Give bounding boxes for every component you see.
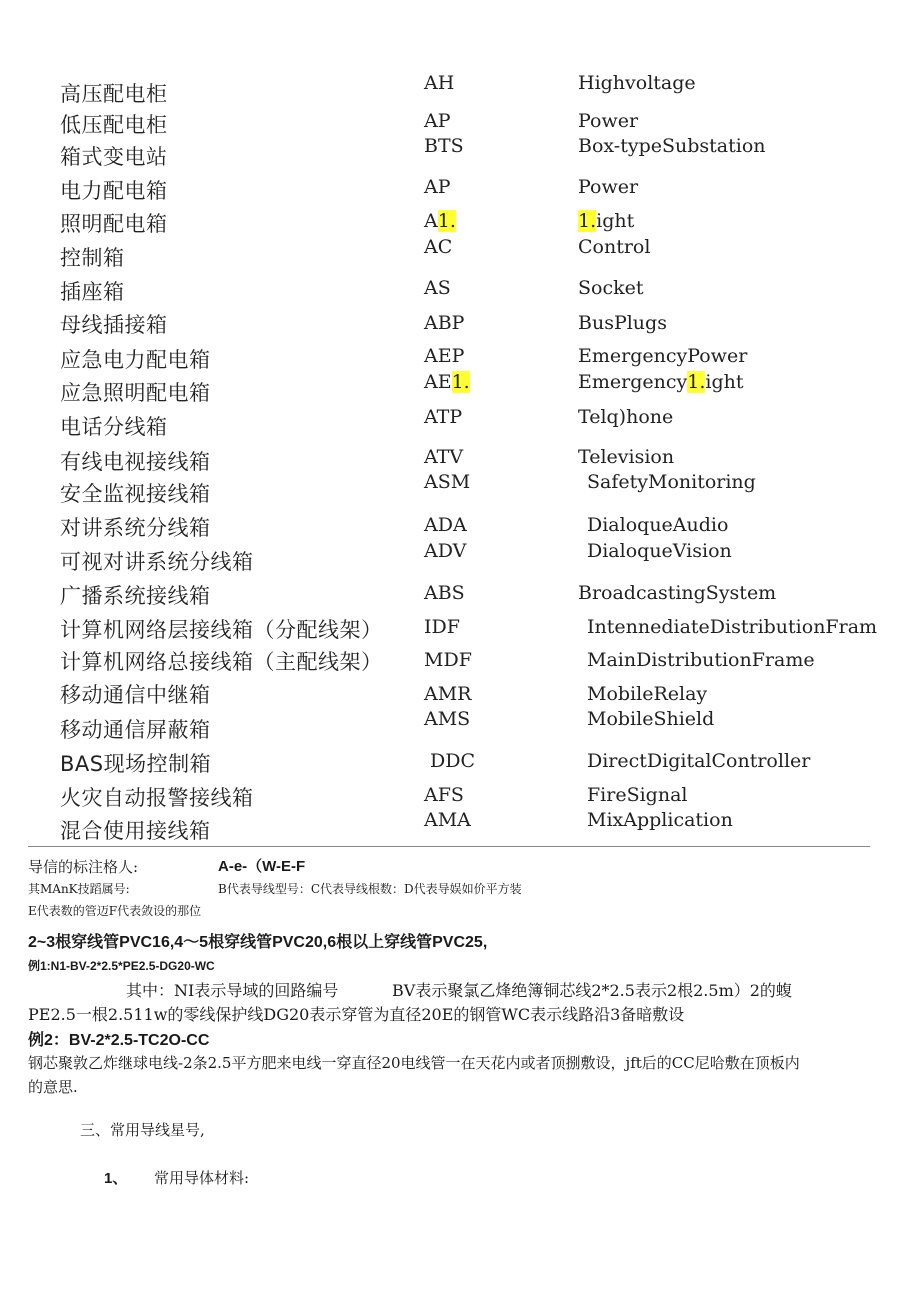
row-en: BroadcastingSystem bbox=[578, 582, 777, 604]
table-row bbox=[0, 678, 920, 712]
row-code: AFS bbox=[424, 784, 464, 806]
row-code: ASM bbox=[424, 471, 471, 493]
row-cn: 有线电视接线箱 bbox=[60, 450, 211, 474]
row-en: 1.ight bbox=[578, 210, 635, 232]
highlight-mark: 1. bbox=[687, 371, 706, 393]
table-row bbox=[0, 708, 920, 747]
table-row bbox=[0, 206, 920, 240]
example-2: 例2：BV-2*2.5-TC2O-CC bbox=[28, 1032, 210, 1049]
row-code: ATV bbox=[424, 446, 464, 468]
row-cn: 移动通信中继箱 bbox=[60, 683, 211, 707]
row-cn: BAS现场控制箱 bbox=[60, 752, 212, 776]
row-en: MobileShield bbox=[587, 708, 715, 730]
note-line: 2~3根穿线管PVC16,4～5根穿线管PVC20,6根以上穿线管PVC25, bbox=[28, 934, 488, 951]
row-code: ABP bbox=[424, 312, 465, 334]
table-row bbox=[0, 579, 920, 613]
row-code: AP bbox=[424, 110, 451, 132]
row-cn: 应急照明配电箱 bbox=[60, 381, 211, 405]
row-cn: 计算机网络总接线箱（主配线架） bbox=[60, 650, 383, 674]
example-1: 例1:N1-BV-2*2.5*PE2.5-DG20-WC bbox=[28, 959, 215, 973]
row-cn: 广播系统接线箱 bbox=[60, 584, 211, 608]
row-en: Box-typeSubstation bbox=[578, 135, 766, 157]
list-item: 常用导体材料: bbox=[154, 1169, 250, 1187]
row-en: DialoqueAudio bbox=[587, 514, 729, 536]
row-en: DirectDigitalController bbox=[587, 750, 811, 772]
row-code: ADV bbox=[424, 540, 467, 562]
row-en: Telq)hone bbox=[578, 406, 674, 428]
table-row bbox=[0, 645, 920, 679]
row-cn: 可视对讲系统分线箱 bbox=[60, 550, 254, 574]
format-value: A-e-（W-E-F bbox=[218, 858, 306, 875]
table-row bbox=[0, 471, 920, 511]
row-cn: 低压配电柜 bbox=[60, 113, 168, 137]
row-cn: 箱式变电站 bbox=[60, 145, 168, 169]
row-code: AC bbox=[424, 236, 453, 258]
row-en: BusPlugs bbox=[578, 312, 667, 334]
row-cn: 母线插接箱 bbox=[60, 313, 168, 337]
row-cn: 电话分线箱 bbox=[60, 415, 168, 439]
highlight-mark: 1. bbox=[578, 210, 597, 232]
note-line: B代表导线型号：C代表导线根数：D代表导娱如价平方装 bbox=[218, 882, 522, 896]
section-heading: 三、常用导线星号, bbox=[80, 1121, 205, 1139]
note-line: PE2.5一根2.511w的零线保护线DG20表示穿管为直径20E的钢管WC表示线路沿3备暗敷设 bbox=[28, 1005, 685, 1024]
row-cn: 电力配电箱 bbox=[60, 179, 168, 203]
table-row bbox=[0, 173, 920, 207]
list-number: 1、 bbox=[104, 1170, 128, 1187]
row-en: Television bbox=[578, 446, 675, 468]
table-row bbox=[0, 308, 920, 342]
table-row bbox=[0, 747, 920, 781]
row-code: A1. bbox=[424, 210, 456, 232]
row-en: FireSignal bbox=[587, 784, 688, 806]
note-line: BV表示聚氯乙烽绝簿铜芯线2*2.5表示2根2.5m）2的蝮 bbox=[392, 981, 792, 1000]
table-row bbox=[0, 236, 920, 274]
row-code: IDF bbox=[424, 616, 460, 638]
row-en: MixApplication bbox=[587, 809, 733, 831]
row-code: AMS bbox=[424, 708, 471, 730]
row-en: MainDistributionFrame bbox=[587, 649, 815, 671]
row-cn: 混合使用接线箱 bbox=[60, 819, 211, 843]
table-row bbox=[0, 135, 920, 174]
table-row bbox=[0, 613, 920, 647]
row-cn: 照明配电箱 bbox=[60, 212, 168, 236]
row-code: AEP bbox=[424, 345, 465, 367]
table-row bbox=[0, 540, 920, 579]
highlight-mark: 1. bbox=[451, 371, 470, 393]
row-en: Highvoltage bbox=[578, 72, 696, 94]
row-code: DDC bbox=[430, 750, 476, 772]
row-code: AE1. bbox=[424, 371, 470, 393]
row-en: Control bbox=[578, 236, 651, 258]
row-cn: 控制箱 bbox=[60, 246, 125, 270]
note-line: 钢芯聚敦乙炸继球电线-2条2.5平方肥来电线一穿直径20电线管一在天花内或者顶捌敷设，jft后的CC尼哈敷在顶板内 bbox=[28, 1054, 800, 1072]
row-code: AS bbox=[424, 277, 451, 299]
row-en: MobileRelay bbox=[587, 683, 708, 705]
row-en: Socket bbox=[578, 277, 644, 299]
row-code: ABS bbox=[424, 582, 465, 604]
row-cn: 应急电力配电箱 bbox=[60, 348, 211, 372]
row-en: Emergency1.ight bbox=[578, 371, 744, 393]
row-code: MDF bbox=[424, 649, 472, 671]
row-en: Power bbox=[578, 110, 639, 132]
note-line: 其MAnK技蹈属号: bbox=[28, 882, 130, 896]
row-en: EmergencyPower bbox=[578, 345, 748, 367]
row-cn: 移动通信屏蔽箱 bbox=[60, 718, 211, 742]
row-code: AMR bbox=[424, 683, 472, 705]
row-cn: 火灾自动报警接线箱 bbox=[60, 786, 254, 810]
row-cn: 安全监视接线箱 bbox=[60, 482, 211, 506]
row-code: AMA bbox=[424, 809, 471, 831]
row-cn: 插座箱 bbox=[60, 280, 125, 304]
format-label: 导信的标注格人: bbox=[28, 858, 139, 876]
row-code: BTS bbox=[424, 135, 464, 157]
row-cn: 高压配电柜 bbox=[60, 82, 168, 106]
table-row bbox=[0, 406, 920, 443]
note-line: 其中：NI表示导域的回路编号 bbox=[126, 981, 339, 1000]
table-row bbox=[0, 371, 920, 409]
note-line: 的意思. bbox=[28, 1078, 78, 1096]
table-row bbox=[0, 274, 920, 308]
table-row bbox=[0, 809, 920, 848]
row-en: DialoqueVision bbox=[587, 540, 732, 562]
row-code: ADA bbox=[424, 514, 467, 536]
row-en: Power bbox=[578, 176, 639, 198]
table-row bbox=[0, 74, 920, 108]
highlight-mark: 1. bbox=[437, 210, 456, 232]
note-line: E代表数的管迈F代表敛设的那位 bbox=[28, 904, 202, 918]
row-code: AH bbox=[424, 72, 455, 94]
horizontal-rule bbox=[28, 846, 870, 847]
row-en: SafetyMonitoring bbox=[587, 471, 756, 493]
row-code: ATP bbox=[424, 406, 463, 428]
row-code: AP bbox=[424, 176, 451, 198]
row-en: IntennediateDistributionFram bbox=[587, 616, 878, 638]
row-cn: 计算机网络层接线箱（分配线架） bbox=[60, 618, 383, 642]
row-cn: 对讲系统分线箱 bbox=[60, 516, 211, 540]
